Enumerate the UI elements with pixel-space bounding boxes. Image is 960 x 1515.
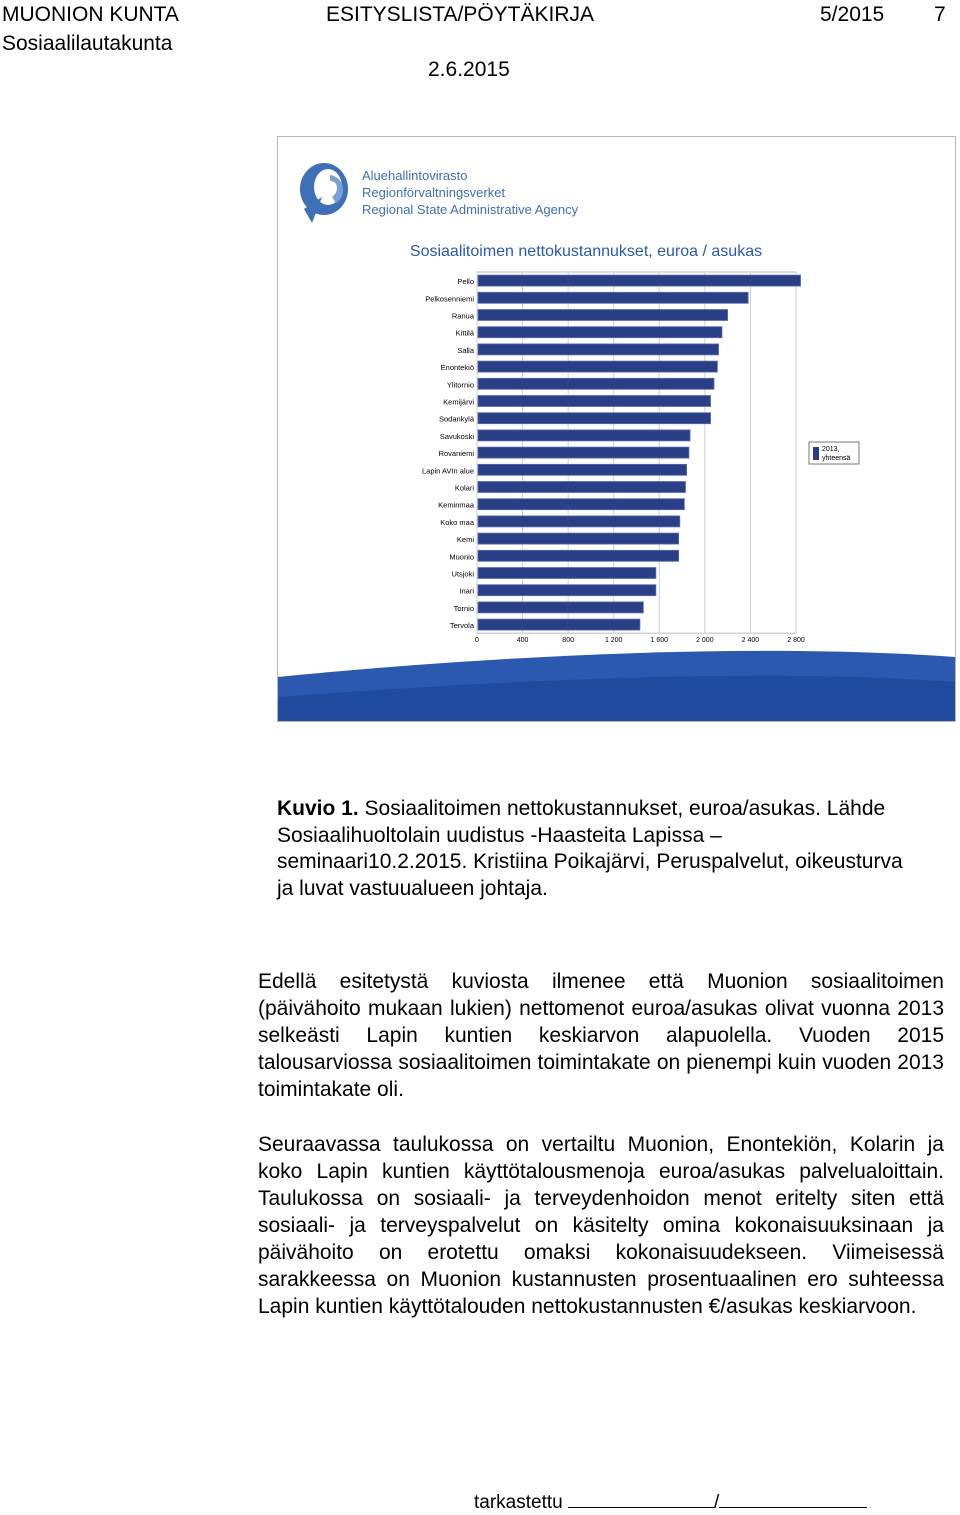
signature-line-2: [719, 1489, 867, 1508]
chart-title: Sosiaalitoimen nettokustannukset, euroa / asukas: [409, 243, 763, 260]
x-tick-label: 2 800: [787, 637, 805, 645]
checked-signoff: [474, 1489, 867, 1515]
category-label: Kittilä: [455, 328, 474, 338]
x-tick-label: 2 000: [696, 637, 714, 645]
category-label: Utsjoki: [451, 569, 474, 579]
category-label: Ylitornio: [446, 380, 474, 390]
x-tick-label: 0: [475, 637, 479, 645]
legend-swatch: [813, 447, 819, 460]
chart-figure: [277, 136, 956, 722]
category-label: Sodankylä: [438, 414, 474, 424]
category-label: Kemi: [456, 535, 474, 545]
category-label: Lapin AVIn alue: [422, 466, 474, 476]
committee-name: Sosiaalilautakunta: [2, 32, 173, 55]
bar-savukoski: [478, 430, 690, 441]
category-label: Rovaniemi: [438, 449, 474, 459]
bar-kemi: [478, 533, 679, 544]
bar-kittilä: [478, 327, 722, 338]
bar-pello: [478, 275, 801, 286]
legend-label: 2013,: [822, 446, 840, 453]
category-label: Salla: [457, 345, 474, 355]
x-tick-label: 1 200: [604, 637, 623, 645]
bar-ranua: [478, 310, 728, 321]
category-label: Kolari: [454, 483, 474, 493]
paragraph-1: Edellä esitetystä kuviosta ilmenee että Muonion sosiaalitoimen (päivähoito mukaan lukien) nettomenot euroa/asukas olivat vuonna 2013 selkeästi Lapin kuntien keskiarvon alapuolella. Vuoden 2015 talousarviossa sosiaalitoimen toimintakate on pienempi kuin vuoden 2013 toimintakate oli.: [258, 970, 944, 1101]
meeting-date: 2.6.2015: [428, 58, 510, 81]
agency-logo-icon: [300, 163, 348, 223]
agency-name-fi: Aluehallintovirasto: [362, 168, 468, 183]
category-label: Pello: [457, 277, 474, 287]
signature-line-1: [568, 1489, 714, 1508]
x-tick-label: 1 600: [650, 637, 669, 645]
category-label: Pelkosenniemi: [425, 294, 474, 304]
bar-tervola: [478, 619, 640, 630]
bar-inari: [478, 585, 656, 596]
bar-pelkosenniemi: [478, 292, 748, 303]
x-tick-label: 400: [516, 637, 529, 645]
bar-lapin-avin-alue: [478, 464, 687, 475]
x-tick-label: 2 400: [741, 637, 760, 645]
bar-koko-maa: [478, 516, 680, 527]
category-label: Tornio: [453, 603, 474, 613]
chart-legend: [809, 442, 859, 464]
category-label: Muonio: [449, 552, 474, 562]
figure-caption: [277, 796, 917, 902]
meeting-number: 5/2015: [820, 3, 885, 26]
category-label: Inari: [459, 586, 474, 596]
bar-sodankylä: [478, 413, 711, 424]
bar-muonio: [478, 550, 679, 561]
checked-label: tarkastettu: [474, 1492, 563, 1513]
bar-keminmaa: [478, 499, 684, 510]
agency-name-sv: Regionförvaltningsverket: [362, 185, 506, 200]
bar-rovaniemi: [478, 447, 689, 458]
bar-ylitornio: [478, 378, 714, 389]
caption-text: Sosiaalitoimen nettokustannukset, euroa/asukas. Lähde Sosiaalihuoltolain uudistus -Haasteita Lapissa – seminaari10.2.2015. Kristiina Poikajärvi, Peruspalvelut, oikeusturva ja luvat vastuualueen johtaja.: [277, 797, 903, 900]
bar-tornio: [478, 602, 643, 613]
caption-label: Kuvio 1.: [277, 797, 359, 820]
category-label: Tervola: [449, 621, 474, 631]
bar-kolari: [478, 482, 685, 493]
category-label: Ranua: [451, 311, 474, 321]
bar-enontekiö: [478, 361, 717, 372]
category-label: Keminmaa: [438, 500, 474, 510]
bar-utsjoki: [478, 568, 656, 579]
category-label: Kemijärvi: [443, 397, 474, 407]
bar-chart: [278, 137, 955, 721]
category-label: Savukoski: [439, 431, 474, 441]
bar-salla: [478, 344, 719, 355]
legend-label-2: yhteensä: [822, 455, 851, 462]
bar-kemijärvi: [478, 396, 711, 407]
category-label: Enontekiö: [440, 363, 474, 373]
agency-name-en: Regional State Administrative Agency: [362, 202, 579, 217]
x-tick-label: 800: [562, 637, 574, 645]
paragraph-2: Seuraavassa taulukossa on vertailtu Muonion, Enontekiön, Kolarin ja koko Lapin kuntien käyttötalousmenoja euroa/asukas palvelualoittain. Taulukossa on sosiaali- ja terveydenhoidon menot eritelty siten että sosiaali- ja terveyspalvelut on käsitelty omina kokonaisuuksinaan ja päivähoito on erotettu omaksi kokonaisuudekseen. Viimeisessä sarakkeessa on Muonion kustannusten prosentuaalinen ero suhteessa Lapin kuntien käyttötalouden nettokustannusten €/asukas keskiarvoon.: [258, 1133, 944, 1318]
page-number: 7: [934, 3, 946, 26]
org-name: MUONION KUNTA: [2, 3, 179, 26]
category-label: Koko maa: [440, 517, 474, 527]
document-type: ESITYSLISTA/PÖYTÄKIRJA: [326, 3, 595, 26]
signoff-separator: /: [714, 1492, 720, 1513]
